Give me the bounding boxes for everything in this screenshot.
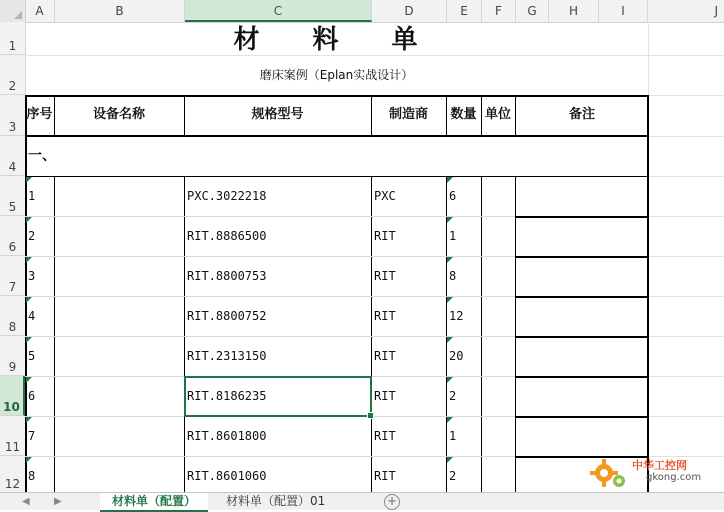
cell-quantity[interactable]: 20 [449, 349, 464, 363]
column-header-i[interactable]: I [599, 0, 648, 22]
cell-model[interactable]: RIT.8601060 [187, 469, 267, 483]
number-as-text-indicator [26, 297, 32, 303]
cell-model[interactable]: RIT.8186235 [187, 389, 267, 403]
cell-seq[interactable]: 1 [28, 189, 36, 203]
column-header-f[interactable]: F [482, 0, 516, 22]
cell-manufacturer[interactable]: RIT [374, 269, 396, 283]
sheet-subtitle: 磨床案例（Eplan实战设计） [259, 68, 414, 82]
row-header[interactable]: 11 [0, 416, 25, 456]
number-as-text-indicator [26, 377, 32, 383]
number-as-text-indicator [447, 457, 453, 463]
cell-model[interactable]: PXC.3022218 [187, 189, 267, 203]
cell-seq[interactable]: 8 [28, 469, 36, 483]
column-header-j[interactable]: J [714, 4, 718, 18]
cell-quantity[interactable]: 12 [449, 309, 464, 323]
sheet-title: 材 料 单 [233, 25, 440, 55]
cell-quantity[interactable]: 2 [449, 469, 457, 483]
sheet-tab-materials[interactable]: 材料单（配置） [100, 493, 208, 512]
add-sheet-icon[interactable]: + [384, 494, 400, 510]
cell-quantity[interactable]: 8 [449, 269, 457, 283]
scroll-right-icon[interactable]: ▶ [54, 496, 62, 507]
number-as-text-indicator [447, 177, 453, 183]
cell-seq[interactable]: 2 [28, 229, 36, 243]
cell-model[interactable]: RIT.2313150 [187, 349, 267, 363]
selected-cell[interactable] [184, 376, 372, 417]
number-as-text-indicator [447, 377, 453, 383]
cell-manufacturer[interactable]: RIT [374, 389, 396, 403]
row-header[interactable]: 6 [0, 216, 25, 256]
row-header[interactable]: 7 [0, 256, 25, 296]
cell-manufacturer[interactable]: RIT [374, 429, 396, 443]
cell-manufacturer[interactable]: RIT [374, 229, 396, 243]
cell-quantity[interactable]: 2 [449, 389, 457, 403]
row-header[interactable]: 9 [0, 336, 25, 376]
header-model[interactable]: 规格型号 [251, 107, 304, 122]
column-header-g[interactable]: G [516, 0, 549, 22]
column-header-b[interactable]: B [55, 0, 185, 22]
cell-seq[interactable]: 5 [28, 349, 36, 363]
cell-quantity[interactable]: 1 [449, 229, 457, 243]
row-header[interactable]: 3 [0, 95, 25, 136]
column-header-e[interactable]: E [447, 0, 482, 22]
cell-manufacturer[interactable]: RIT [374, 309, 396, 323]
number-as-text-indicator [26, 417, 32, 423]
gear-icon [588, 455, 628, 491]
number-as-text-indicator [26, 217, 32, 223]
cell-seq[interactable]: 6 [28, 389, 36, 403]
cell-model[interactable]: RIT.8601800 [187, 429, 267, 443]
header-unit[interactable]: 单位 [484, 107, 511, 122]
header-quantity[interactable]: 数量 [450, 107, 477, 122]
watermark-logo [588, 455, 718, 491]
column-header-a[interactable]: A [25, 0, 55, 22]
watermark-name: 中华工控网 [632, 459, 687, 472]
header-remark[interactable]: 备注 [568, 107, 595, 122]
number-as-text-indicator [447, 217, 453, 223]
row-header[interactable]: 12 [4, 477, 21, 491]
cell-seq[interactable]: 4 [28, 309, 36, 323]
cell-seq[interactable]: 3 [28, 269, 36, 283]
sheet-tab-materials-01[interactable]: 材料单（配置）01 [226, 494, 326, 508]
watermark-url: gkong.com [646, 472, 702, 483]
number-as-text-indicator [447, 297, 453, 303]
section-label[interactable]: 一、 [28, 148, 56, 164]
number-as-text-indicator [26, 177, 32, 183]
column-header-h[interactable]: H [549, 0, 599, 22]
cell-seq[interactable]: 7 [28, 429, 36, 443]
row-header[interactable]: 8 [0, 296, 25, 336]
cell-model[interactable]: RIT.8800752 [187, 309, 267, 323]
row-header[interactable]: 2 [0, 55, 25, 95]
column-header-d[interactable]: D [372, 0, 447, 22]
scroll-left-icon[interactable]: ◀ [22, 496, 30, 507]
cell-model[interactable]: RIT.8886500 [187, 229, 267, 243]
cell-quantity[interactable]: 1 [449, 429, 457, 443]
number-as-text-indicator [447, 417, 453, 423]
cell-manufacturer[interactable]: PXC [374, 189, 396, 203]
column-header-c[interactable]: C [185, 0, 372, 22]
row-header[interactable]: 4 [0, 136, 25, 176]
sheet-tab-bar [0, 492, 724, 510]
row-header[interactable]: 10 [0, 376, 25, 416]
cell-manufacturer[interactable]: RIT [374, 349, 396, 363]
number-as-text-indicator [447, 337, 453, 343]
header-seq[interactable]: 序号 [26, 107, 53, 122]
number-as-text-indicator [26, 457, 32, 463]
row-header[interactable]: 1 [0, 22, 25, 55]
cell-quantity[interactable]: 6 [449, 189, 457, 203]
column-header-bar [0, 0, 724, 23]
row-header-bar [0, 22, 26, 492]
select-all-corner[interactable] [0, 0, 26, 22]
header-device-name[interactable]: 设备名称 [92, 107, 145, 122]
number-as-text-indicator [447, 257, 453, 263]
cell-grid[interactable] [25, 22, 724, 492]
cell-manufacturer[interactable]: RIT [374, 469, 396, 483]
number-as-text-indicator [26, 337, 32, 343]
header-manufacturer[interactable]: 制造商 [388, 107, 428, 122]
row-header[interactable]: 5 [0, 176, 25, 216]
number-as-text-indicator [26, 257, 32, 263]
cell-model[interactable]: RIT.8800753 [187, 269, 267, 283]
